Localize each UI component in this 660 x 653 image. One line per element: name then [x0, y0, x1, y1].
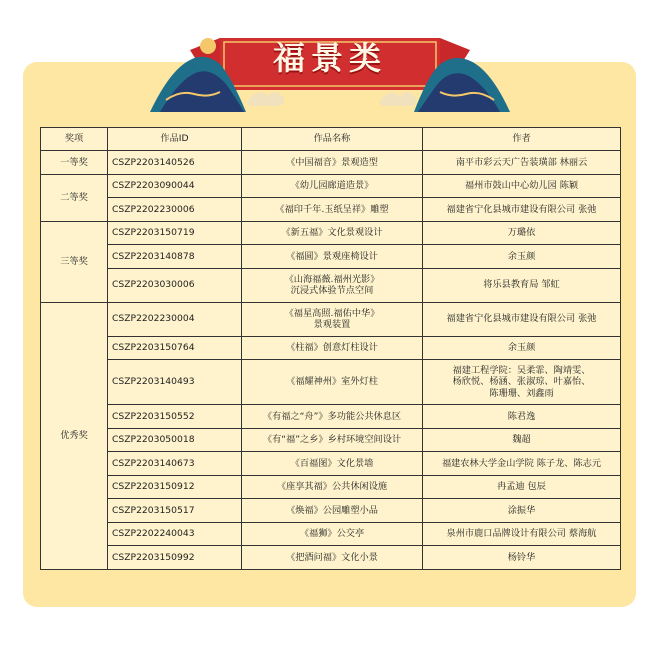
table-row [41, 268, 621, 302]
table-row [41, 174, 621, 198]
table-row [41, 151, 621, 175]
header-author: 作者 [423, 128, 621, 151]
work-id-cell: CSZP2202240043 [108, 522, 242, 546]
table-row [41, 428, 621, 452]
work-id-cell: CSZP2203150552 [108, 405, 242, 429]
awards-table [40, 127, 621, 570]
header-work: 作品名称 [242, 128, 423, 151]
work-id-cell: CSZP2202230006 [108, 198, 242, 222]
author-cell: 南平市彩云天广告装璜部 林丽云 [423, 151, 621, 175]
table-row [41, 221, 621, 245]
author-cell: 余玉颜 [423, 245, 621, 269]
author-cell: 将乐县教育局 邹虹 [423, 268, 621, 302]
work-id-cell: CSZP2203030006 [108, 268, 242, 302]
work-name-cell: 《柱福》创意灯柱设计 [242, 336, 423, 360]
work-name-cell: 《福星高照.福佑中华》 景观装置 [242, 302, 423, 336]
work-id-cell: CSZP2203090044 [108, 174, 242, 198]
header-id: 作品ID [108, 128, 242, 151]
author-cell: 泉州市鹿口品牌设计有限公司 蔡海航 [423, 522, 621, 546]
work-name-cell: 《中国福音》景观造型 [242, 151, 423, 175]
work-id-cell: CSZP2203140673 [108, 452, 242, 476]
author-cell: 福建省宁化县城市建设有限公司 张弛 [423, 302, 621, 336]
work-id-cell: CSZP2203140526 [108, 151, 242, 175]
work-name-cell: 《新五福》文化景观设计 [242, 221, 423, 245]
work-id-cell: CSZP2203140878 [108, 245, 242, 269]
table-row [41, 360, 621, 405]
work-name-cell: 《福狮》公交亭 [242, 522, 423, 546]
author-cell: 福建工程学院：吴柔霏、陶靖雯、 杨欣悦、杨涵、张淑琼、叶嘉怡、 陈珊珊、刘鑫雨 [423, 360, 621, 405]
author-cell: 余玉颜 [423, 336, 621, 360]
work-name-cell: 《幼儿园廊道造景》 [242, 174, 423, 198]
author-cell: 陈君逸 [423, 405, 621, 429]
work-name-cell: 《座享其福》公共休闲设施 [242, 475, 423, 499]
work-name-cell: 《山海福薇.福州光影》 沉浸式体验节点空间 [242, 268, 423, 302]
work-id-cell: CSZP2202230004 [108, 302, 242, 336]
author-cell: 福建省宁化县城市建设有限公司 张弛 [423, 198, 621, 222]
work-name-cell: 《福圆》景观座椅设计 [242, 245, 423, 269]
author-cell: 杨铃华 [423, 546, 621, 570]
page-title: 福景类 [272, 39, 387, 77]
work-id-cell: CSZP2203050018 [108, 428, 242, 452]
award-cell: 一等奖 [41, 151, 108, 175]
work-name-cell: 《福印千年.玉纸呈祥》雕塑 [242, 198, 423, 222]
work-name-cell: 《把酒问福》文化小景 [242, 546, 423, 570]
table-row [41, 198, 621, 222]
table-row [41, 522, 621, 546]
work-name-cell: 《有“福”之乡》乡村环境空间设计 [242, 428, 423, 452]
author-cell: 冉孟迪 包辰 [423, 475, 621, 499]
work-id-cell: CSZP2203150992 [108, 546, 242, 570]
work-id-cell: CSZP2203150517 [108, 499, 242, 523]
author-cell: 涂振华 [423, 499, 621, 523]
table-header-row [41, 128, 621, 151]
table-row [41, 452, 621, 476]
work-name-cell: 《福耀神州》室外灯柱 [242, 360, 423, 405]
author-cell: 福建农林大学金山学院 陈子龙、陈志元 [423, 452, 621, 476]
table-row [41, 546, 621, 570]
work-name-cell: 《焕福》公园雕塑小品 [242, 499, 423, 523]
work-name-cell: 《有福之“舟”》多功能公共休息区 [242, 405, 423, 429]
author-cell: 福州市鼓山中心幼儿园 陈颖 [423, 174, 621, 198]
work-id-cell: CSZP2203150764 [108, 336, 242, 360]
work-id-cell: CSZP2203150719 [108, 221, 242, 245]
work-id-cell: CSZP2203140493 [108, 360, 242, 405]
table-row [41, 405, 621, 429]
author-cell: 魏超 [423, 428, 621, 452]
cloud-icon [247, 92, 284, 106]
table-row [41, 499, 621, 523]
work-name-cell: 《百福图》文化景墙 [242, 452, 423, 476]
award-cell: 三等奖 [41, 221, 108, 302]
table-row [41, 245, 621, 269]
author-cell: 万璐依 [423, 221, 621, 245]
table-row [41, 302, 621, 336]
work-id-cell: CSZP2203150912 [108, 475, 242, 499]
award-cell: 二等奖 [41, 174, 108, 221]
award-cell: 优秀奖 [41, 302, 108, 569]
table-row [41, 336, 621, 360]
header-award: 奖项 [41, 128, 108, 151]
table-row [41, 475, 621, 499]
